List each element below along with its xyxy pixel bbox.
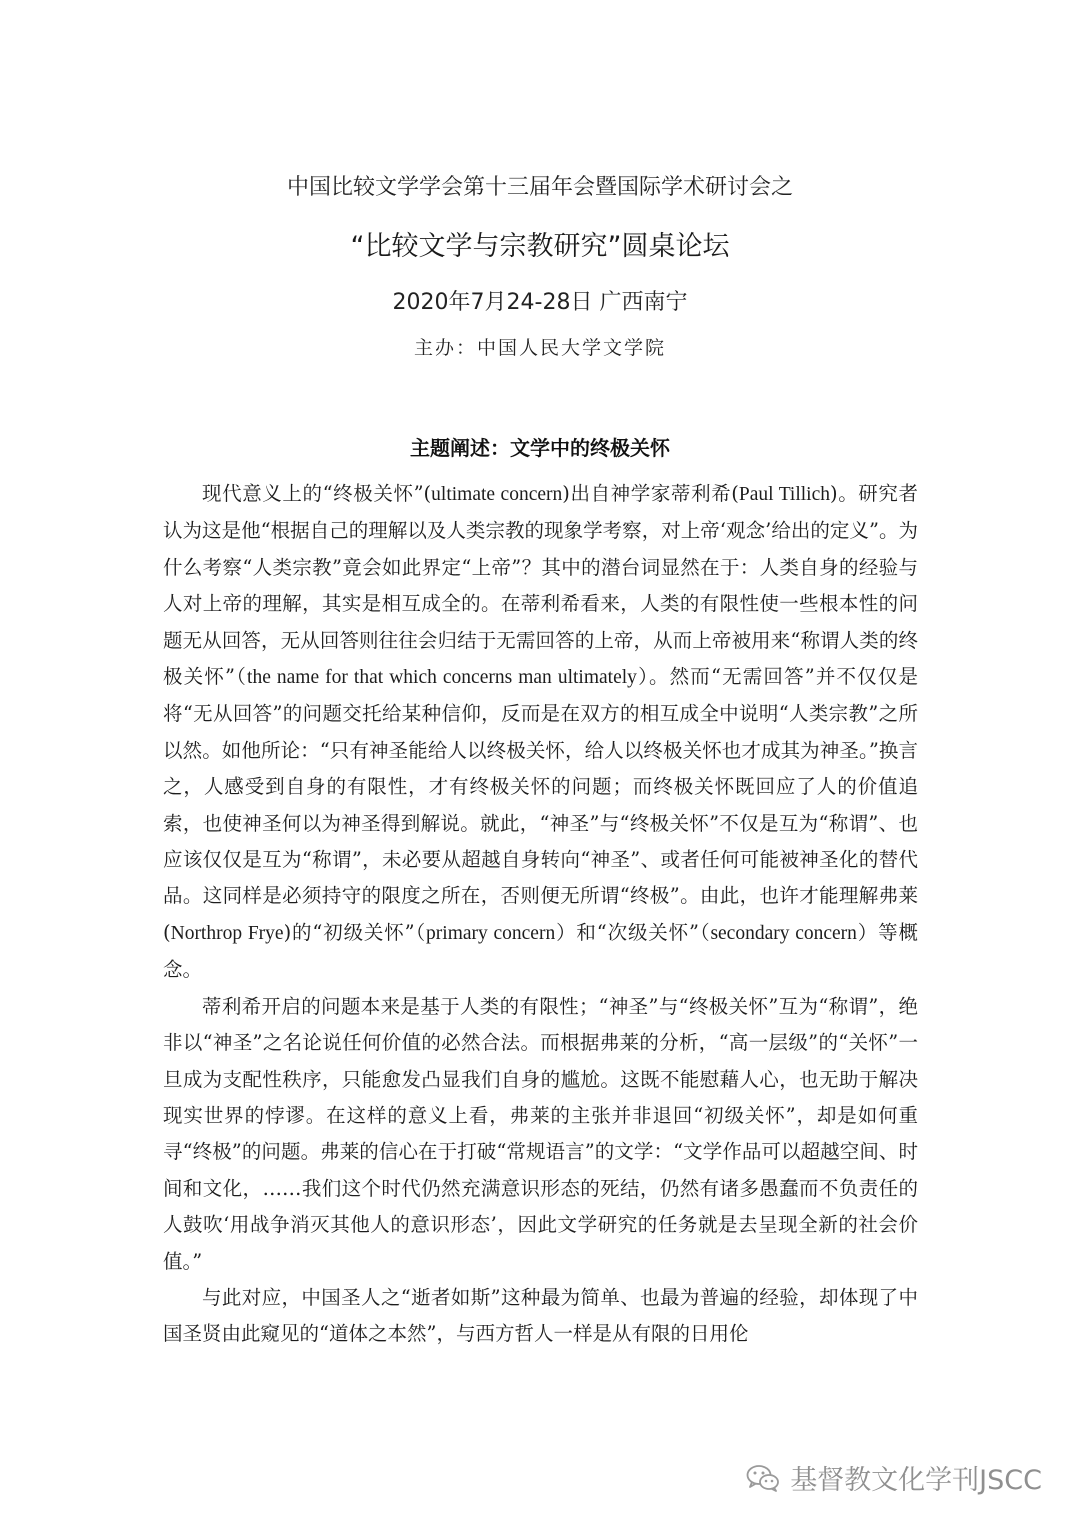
watermark-text: 基督教文化学刊JSCC <box>790 1465 1042 1496</box>
organizer: 主办：中国人民大学文学院 <box>413 337 666 359</box>
section-heading: 主题阐述：文学中的终极关怀 <box>410 436 670 460</box>
paragraph-1: 现代意义上的“终极关怀”(ultimate concern)出自神学家蒂利希(Paul Tillich)。研究者认为这是他“根据自己的理解以及人类宗教的现象学考察，对上帝‘观念’给出的定义”。为什么考察“人类宗教”竟会如此界定“上帝”？其中的潜台词显然在于：人类自身的经验与人对上帝的理解，其实是相互成全的。在蒂利希看来，人类的有限性使一些根本性的问题无从回答，无从回答则往往会归结于无需回答的上帝，从而上帝被用来“称谓人类的终极关怀”（the name for that which concerns man ultimately）。然而“无需回答”并不仅仅是将“无从回答”的问题交托给某种信仰，反而是在双方的相互成全中说明“人类宗教”之所以然。如他所论：“只有神圣能给人以终极关怀，给人以终极关怀也才成其为神圣。”换言之，人感受到自身的有限性，才有终极关怀的问题；而终极关怀既回应了人的价值追索，也使神圣何以为神圣得到解说。就此，“神圣”与“终极关怀”不仅是互为“称谓”、也应该仅仅是互为“称谓”，未必要从超越自身转向“神圣”、或者任何可能被神圣化的替代品。这同样是必须持守的限度之所在，否则便无所谓“终极”。由此，也许才能理解弗莱(Northrop Frye)的“初级关怀”（primary concern）和“次级关怀”（secondary concern）等概念。 <box>163 482 919 982</box>
paragraph-3: 与此对应，中国圣人之“逝者如斯”这种最为简单、也最为普遍的经验，却体现了中国圣贤由此窥见的“道体之本然”，与西方哲人一样是从有限的日用伦 <box>163 1285 918 1346</box>
conference-title: 中国比较文学学会第十三届年会暨国际学术研讨会之 <box>286 175 793 200</box>
watermark <box>746 1458 1042 1497</box>
body-text <box>163 476 918 1353</box>
paragraph-2: 蒂利希开启的问题本来是基于人类的有限性；“神圣”与“终极关怀”互为“称谓”，绝非以“神圣”之名论说任何价值的必然合法。而根据弗莱的分析，“高一层级”的“关怀”一旦成为支配性秩序，只能愈发凸显我们自身的尴尬。这既不能慰藉人心，也无助于解决现实世界的悖谬。在这样的意义上看，弗莱的主张并非退回“初级关怀”，却是如何重寻“终极”的问题。弗莱的信心在于打破“常规语言”的文学：“文学作品可以超越空间、时间和文化，……我们这个时代仍然充满意识形态的死结，仍然有诸多愚蠢而不负责任的人鼓吹‘用战争消灭其他人的意识形态’，因此文学研究的任务就是去呈现全新的社会价值。” <box>163 994 918 1273</box>
wechat-icon <box>746 1464 780 1492</box>
forum-title: “比较文学与宗教研究”圆桌论坛 <box>350 231 730 262</box>
date-place: 2020年7月24-28日 广西南宁 <box>392 290 688 315</box>
